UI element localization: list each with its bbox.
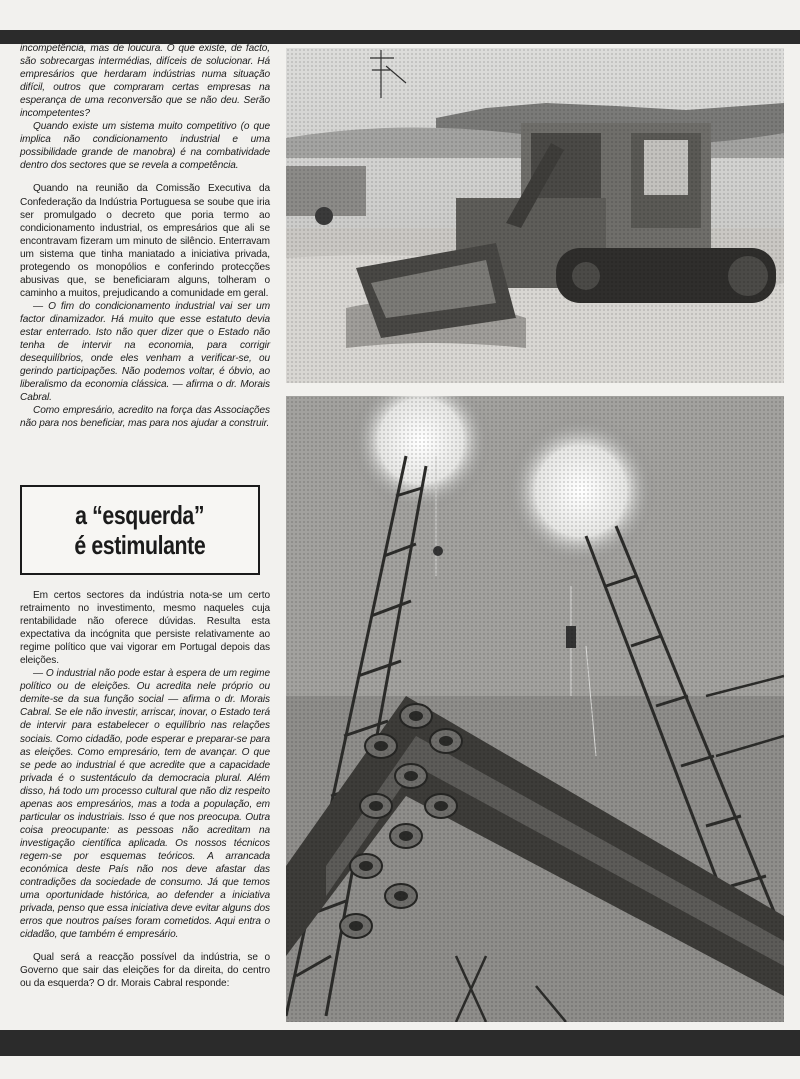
paragraph: Como empresário, acredito na força das Associações não para nos beneficiar, mas para nos ajudar a construir. — [20, 405, 270, 430]
bottom-rule — [0, 1030, 800, 1056]
crane-photo — [286, 396, 784, 1022]
paragraph: Quando existe um sistema muito competitivo (o que implica não condicionamento industrial e uma possibilidade grande de manobra) é na combatividade dentro dos sectores que se revela a competência. — [20, 121, 270, 172]
paragraph: — O fim do condicionamento industrial vai ser um factor dinamizador. Há muito que esse estatuto devia estar enterrado. Isto não quer dizer que o Estado não tenha de intervir na economia, para corrigir desequilíbrios, onde eles venham a verificar-se, ou gerindo participações. Não podemos voltar, é óbvio, ao liberalismo da economia clássica. — afirma o dr. Morais Cabral. — [20, 300, 270, 404]
section-headline — [20, 485, 260, 575]
article-column-top — [20, 42, 270, 430]
paragraph: Em certos sectores da indústria nota-se um certo retraimento no investimento, mesmo naqueles cuja rentabilidade não oferece dúvidas. Resulta esta expectativa da incógnita que persiste relativamente ao regime político que vai vigorar em Portugal depois das eleições. — [20, 590, 270, 667]
crane-illustration — [286, 396, 784, 1022]
headline-line-2: é estimulante — [74, 530, 206, 560]
paragraph: Qual será a reacção possível da indústria, se o Governo que sair das eleições for da direita, do centro ou da esquerda? O dr. Morais Cabral responde: — [20, 952, 270, 990]
paragraph: incompetência, mas de loucura. O que existe, de facto, são sobrecargas intermédias, difíceis de solucionar. Há empresários que herdaram indústrias numa situação difícil, outros que compraram certas empresas na esperança de uma reconversão que se não deu. Serão incompetentes? — [20, 43, 270, 120]
bulldozer-photo — [286, 48, 784, 383]
headline-line-1: a “esquerda” — [75, 500, 205, 530]
paragraph: Quando na reunião da Comissão Executiva da Confederação da Indústria Portuguesa se soube que iria ser promulgado o decreto que poria termo ao condicionamento industrial, os empresários que ali se encontravam fizeram um minuto de silêncio. Enterravam um sistema que tinha maniatado a iniciativa privada, protegendo os monopólios e conferindo protecções abusivas que, se beneficiaram alguns, tolheram o caminho a muitos, prejudicando a comunidade em geral. — [20, 183, 270, 299]
article-column-bottom — [20, 589, 270, 990]
bulldozer-illustration — [286, 48, 784, 383]
paragraph: — O industrial não pode estar à espera de um regime político ou de eleições. Ou acredita nele próprio ou demite-se da sua função social — afirma o dr. Morais Cabral. Se ele não investir, arriscar, inovar, o Estado terá de intervir para estabelecer o equilíbrio nas relações sociais. Como cidadão, pode esperar e preparar-se para as eleições. Como empresário, tem de avançar. O que se pede ao industrial é que acredite que a capacidade privada é o sustentáculo da democracia plural. Além disso, há todo um processo cultural que não diz respeito apenas aos empresários, mas a toda a população, em particular os industriais. Isso é que nos preocupa. Outra coisa preocupante: as pessoas não acreditam na investigação científica aplicada. Os nossos técnicos regem-se por esquemas teóricos. A arrancada económica deste País não nos deve afastar das contradições da sociedade de consumo. Já que temos uma oportunidade histórica, ao defender a iniciativa privada, penso que essa iniciativa deve evitar alguns dos erros que noutros países foram cometidos. Aqui entra o cidadão, que também é empresário. — [20, 668, 270, 941]
